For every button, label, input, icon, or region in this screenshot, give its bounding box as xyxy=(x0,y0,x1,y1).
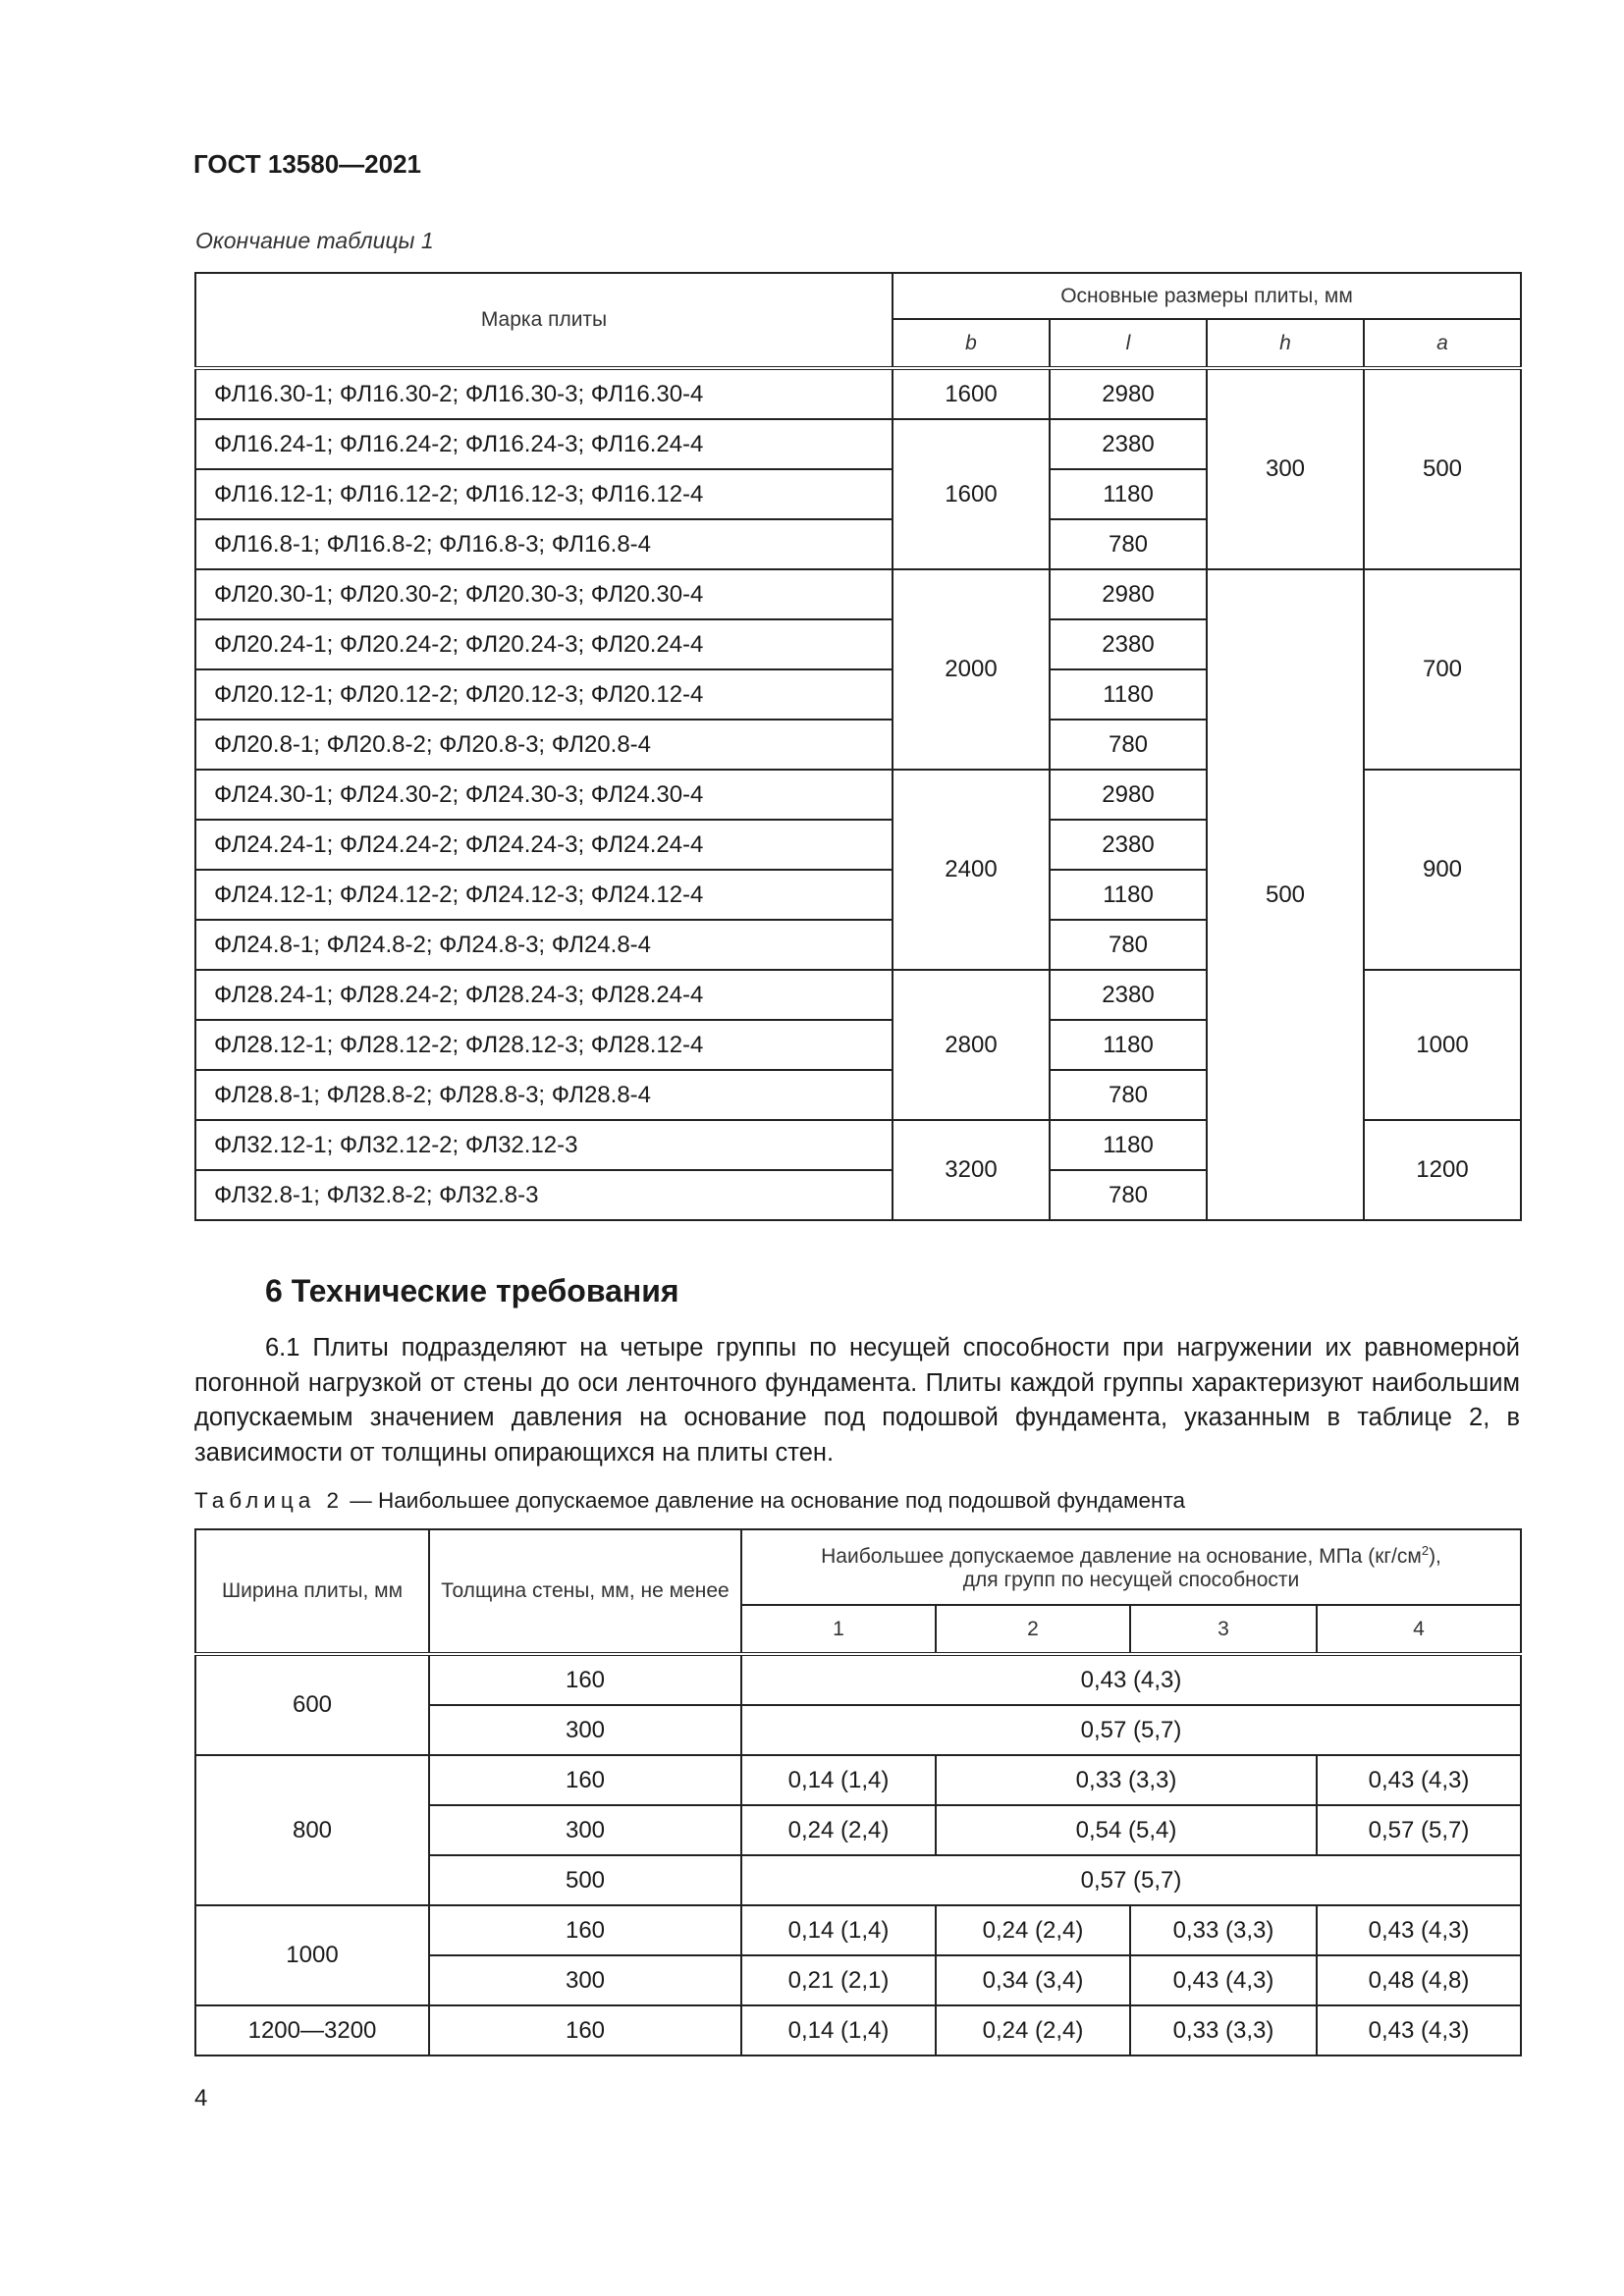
table1 xyxy=(194,272,1522,1221)
height-h-cell: 300 xyxy=(1207,368,1364,569)
table-row xyxy=(195,1654,1521,1705)
plate-mark-cell: ФЛ32.8-1; ФЛ32.8-2; ФЛ32.8-3 xyxy=(195,1170,893,1220)
plate-width-cell: 1000 xyxy=(195,1905,429,2005)
length-l-cell: 1180 xyxy=(1050,1120,1207,1170)
dim-a-cell: 1000 xyxy=(1364,970,1521,1120)
table-row xyxy=(195,569,1521,619)
table1-header-h: h xyxy=(1207,319,1364,368)
table-row xyxy=(195,1905,1521,1955)
plate-mark-cell: ФЛ28.8-1; ФЛ28.8-2; ФЛ28.8-3; ФЛ28.8-4 xyxy=(195,1070,893,1120)
length-l-cell: 780 xyxy=(1050,1170,1207,1220)
table-row xyxy=(195,1755,1521,1805)
length-l-cell: 2380 xyxy=(1050,419,1207,469)
pressure-cell: 0,57 (5,7) xyxy=(1317,1805,1521,1855)
pressure-cell: 0,14 (1,4) xyxy=(741,2005,936,2056)
pressure-header-line2: для групп по несущей способности xyxy=(962,1568,1300,1591)
pressure-cell: 0,43 (4,3) xyxy=(1317,1755,1521,1805)
wall-thickness-cell: 300 xyxy=(429,1955,741,2005)
table2 xyxy=(194,1528,1522,2056)
table1-header-b: b xyxy=(893,319,1050,368)
width-b-cell: 2400 xyxy=(893,770,1050,970)
pressure-cell: 0,57 (5,7) xyxy=(741,1855,1521,1905)
pressure-cell: 0,54 (5,4) xyxy=(936,1805,1317,1855)
pressure-cell: 0,57 (5,7) xyxy=(741,1705,1521,1755)
plate-mark-cell: ФЛ28.24-1; ФЛ28.24-2; ФЛ28.24-3; ФЛ28.24-4 xyxy=(195,970,893,1020)
length-l-cell: 780 xyxy=(1050,519,1207,569)
plate-mark-cell: ФЛ24.12-1; ФЛ24.12-2; ФЛ24.12-3; ФЛ24.12-4 xyxy=(195,870,893,920)
length-l-cell: 780 xyxy=(1050,1070,1207,1120)
plate-mark-cell: ФЛ20.30-1; ФЛ20.30-2; ФЛ20.30-3; ФЛ20.30-4 xyxy=(195,569,893,619)
table2-header-wall: Толщина стены, мм, не менее xyxy=(429,1529,741,1654)
page-number: 4 xyxy=(194,2085,208,2111)
pressure-cell: 0,48 (4,8) xyxy=(1317,1955,1521,2005)
document-header: ГОСТ 13580—2021 xyxy=(193,149,421,179)
pressure-header-sup: 2 xyxy=(1421,1542,1430,1558)
pressure-cell: 0,33 (3,3) xyxy=(1130,1905,1317,1955)
dim-a-cell: 500 xyxy=(1364,368,1521,569)
width-b-cell: 2800 xyxy=(893,970,1050,1120)
plate-mark-cell: ФЛ28.12-1; ФЛ28.12-2; ФЛ28.12-3; ФЛ28.12-4 xyxy=(195,1020,893,1070)
wall-thickness-cell: 160 xyxy=(429,1905,741,1955)
length-l-cell: 1180 xyxy=(1050,469,1207,519)
table1-header-l: l xyxy=(1050,319,1207,368)
plate-mark-cell: ФЛ16.12-1; ФЛ16.12-2; ФЛ16.12-3; ФЛ16.12-4 xyxy=(195,469,893,519)
plate-mark-cell: ФЛ24.24-1; ФЛ24.24-2; ФЛ24.24-3; ФЛ24.24-4 xyxy=(195,820,893,870)
length-l-cell: 1180 xyxy=(1050,669,1207,720)
length-l-cell: 780 xyxy=(1050,720,1207,770)
pressure-header-end: ), xyxy=(1429,1544,1441,1568)
table1-header-mark: Марка плиты xyxy=(195,273,893,368)
plate-mark-cell: ФЛ16.8-1; ФЛ16.8-2; ФЛ16.8-3; ФЛ16.8-4 xyxy=(195,519,893,569)
table-row xyxy=(195,2005,1521,2056)
table2-caption xyxy=(194,1488,1185,1514)
wall-thickness-cell: 500 xyxy=(429,1855,741,1905)
pressure-cell: 0,43 (4,3) xyxy=(1317,2005,1521,2056)
pressure-header-main: Наибольшее допускаемое давление на основание, МПа (кг/см xyxy=(821,1544,1422,1568)
plate-mark-cell: ФЛ24.8-1; ФЛ24.8-2; ФЛ24.8-3; ФЛ24.8-4 xyxy=(195,920,893,970)
length-l-cell: 2380 xyxy=(1050,820,1207,870)
table1-header-dimensions: Основные размеры плиты, мм xyxy=(893,273,1521,319)
pressure-cell: 0,24 (2,4) xyxy=(936,2005,1130,2056)
wall-thickness-cell: 300 xyxy=(429,1705,741,1755)
plate-mark-cell: ФЛ20.12-1; ФЛ20.12-2; ФЛ20.12-3; ФЛ20.12-4 xyxy=(195,669,893,720)
plate-mark-cell: ФЛ16.24-1; ФЛ16.24-2; ФЛ16.24-3; ФЛ16.24-4 xyxy=(195,419,893,469)
plate-mark-cell: ФЛ32.12-1; ФЛ32.12-2; ФЛ32.12-3 xyxy=(195,1120,893,1170)
table1-header-a: a xyxy=(1364,319,1521,368)
width-b-cell: 1600 xyxy=(893,368,1050,419)
table2-header-group-1: 1 xyxy=(741,1605,936,1654)
wall-thickness-cell: 300 xyxy=(429,1805,741,1855)
section-6-title: 6 Технические требования xyxy=(265,1273,679,1308)
paragraph-6-1: 6.1 Плиты подразделяют на четыре группы по несущей способности при нагружении их равномерной погонной нагрузкой от стены до оси ленточного фундамента. Плиты каждой группы характеризуют наибольшим допускаемым значением давления на основание под подошвой фундамента, указанным в таблице 2, в зависимости от толщины опирающихся на плиты стен. xyxy=(194,1334,1520,1467)
length-l-cell: 1180 xyxy=(1050,870,1207,920)
plate-mark-cell: ФЛ16.30-1; ФЛ16.30-2; ФЛ16.30-3; ФЛ16.30-4 xyxy=(195,368,893,419)
plate-width-cell: 600 xyxy=(195,1654,429,1755)
length-l-cell: 780 xyxy=(1050,920,1207,970)
width-b-cell: 1600 xyxy=(893,419,1050,569)
wall-thickness-cell: 160 xyxy=(429,2005,741,2056)
pressure-cell: 0,34 (3,4) xyxy=(936,1955,1130,2005)
table2-header-group-3: 3 xyxy=(1130,1605,1317,1654)
wall-thickness-cell: 160 xyxy=(429,1755,741,1805)
dim-a-cell: 900 xyxy=(1364,770,1521,970)
pressure-cell: 0,24 (2,4) xyxy=(741,1805,936,1855)
table2-caption-text: — Наибольшее допускаемое давление на основание под подошвой фундамента xyxy=(344,1488,1186,1513)
length-l-cell: 2980 xyxy=(1050,368,1207,419)
dim-a-cell: 1200 xyxy=(1364,1120,1521,1220)
table2-header-group-4: 4 xyxy=(1317,1605,1521,1654)
plate-width-cell: 1200—3200 xyxy=(195,2005,429,2056)
table1-caption: Окончание таблицы 1 xyxy=(195,228,434,253)
table2-header-group-2: 2 xyxy=(936,1605,1130,1654)
table-row xyxy=(195,368,1521,419)
width-b-cell: 2000 xyxy=(893,569,1050,770)
length-l-cell: 2380 xyxy=(1050,970,1207,1020)
plate-mark-cell: ФЛ24.30-1; ФЛ24.30-2; ФЛ24.30-3; ФЛ24.30-4 xyxy=(195,770,893,820)
table2-caption-label: Таблица 2 xyxy=(194,1488,344,1513)
dim-a-cell: 700 xyxy=(1364,569,1521,770)
pressure-cell: 0,33 (3,3) xyxy=(936,1755,1317,1805)
height-h-cell: 500 xyxy=(1207,569,1364,1220)
pressure-cell: 0,43 (4,3) xyxy=(741,1654,1521,1705)
pressure-cell: 0,24 (2,4) xyxy=(936,1905,1130,1955)
length-l-cell: 2980 xyxy=(1050,569,1207,619)
width-b-cell: 3200 xyxy=(893,1120,1050,1220)
length-l-cell: 1180 xyxy=(1050,1020,1207,1070)
plate-mark-cell: ФЛ20.24-1; ФЛ20.24-2; ФЛ20.24-3; ФЛ20.24-4 xyxy=(195,619,893,669)
pressure-cell: 0,21 (2,1) xyxy=(741,1955,936,2005)
length-l-cell: 2380 xyxy=(1050,619,1207,669)
pressure-cell: 0,43 (4,3) xyxy=(1130,1955,1317,2005)
pressure-cell: 0,43 (4,3) xyxy=(1317,1905,1521,1955)
pressure-cell: 0,14 (1,4) xyxy=(741,1755,936,1805)
table2-header-width: Ширина плиты, мм xyxy=(195,1529,429,1654)
pressure-cell: 0,14 (1,4) xyxy=(741,1905,936,1955)
pressure-cell: 0,33 (3,3) xyxy=(1130,2005,1317,2056)
length-l-cell: 2980 xyxy=(1050,770,1207,820)
wall-thickness-cell: 160 xyxy=(429,1654,741,1705)
plate-width-cell: 800 xyxy=(195,1755,429,1905)
plate-mark-cell: ФЛ20.8-1; ФЛ20.8-2; ФЛ20.8-3; ФЛ20.8-4 xyxy=(195,720,893,770)
table2-header-pressure xyxy=(741,1529,1521,1605)
